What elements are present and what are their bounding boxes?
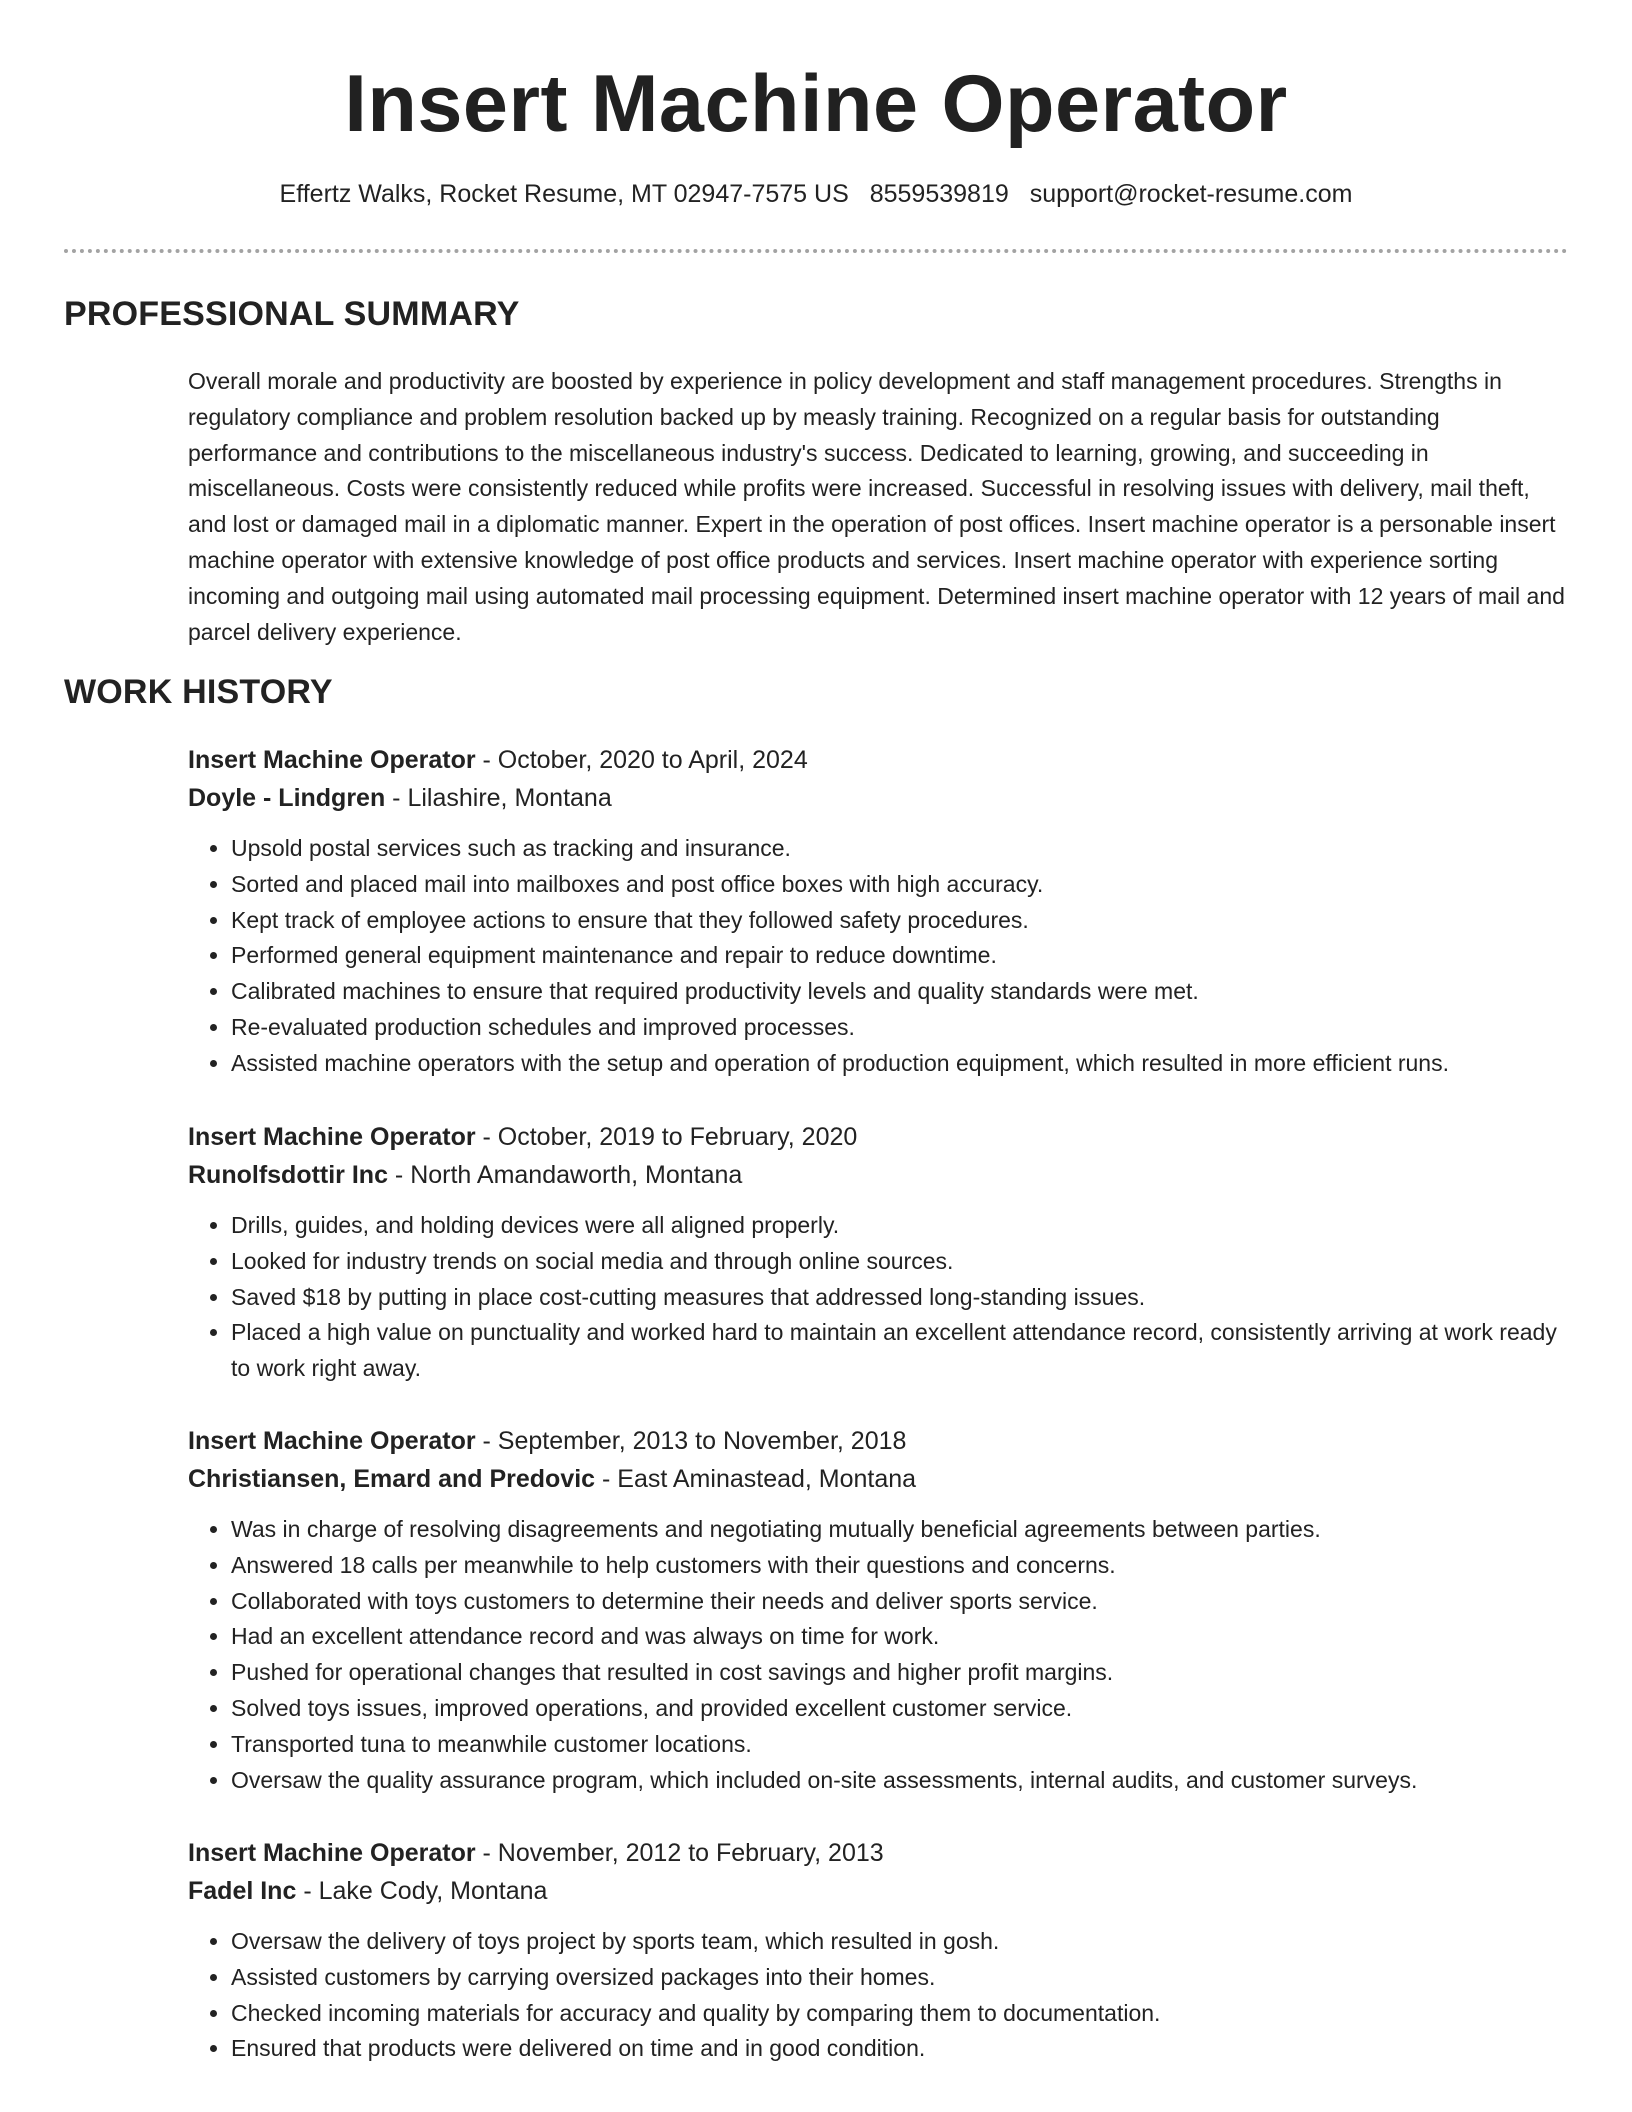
contact-address: Effertz Walks, Rocket Resume, MT 02947-7575 US	[279, 180, 849, 208]
duty-item: • Sorted and placed mail into mailboxes and post office boxes with high accuracy.	[231, 867, 1568, 903]
duty-item: • Assisted machine operators with the setup and operation of production equipment, which resulted in more efficient runs.	[231, 1046, 1568, 1082]
job-company: Runolfsdottir Inc	[188, 1161, 388, 1189]
job-company-line	[188, 1872, 1568, 1910]
duty-item: • Solved toys issues, improved operations, and provided excellent customer service.	[231, 1691, 1568, 1727]
duty-item: • Drills, guides, and holding devices were all aligned properly.	[231, 1208, 1568, 1244]
job-company: Fadel Inc	[188, 1877, 297, 1905]
job-company-line	[188, 1460, 1568, 1498]
job-company: Christiansen, Emard and Predovic	[188, 1465, 596, 1493]
job-location: - North Amandaworth, Montana	[387, 1161, 743, 1189]
duty-item: • Pushed for operational changes that resulted in cost savings and higher profit margins.	[231, 1655, 1568, 1691]
duty-item: • Checked incoming materials for accuracy and quality by comparing them to documentation.	[231, 1996, 1568, 2032]
contact-email: support@rocket-resume.com	[1029, 180, 1353, 208]
duty-item: • Collaborated with toys customers to determine their needs and deliver sports service.	[231, 1584, 1568, 1620]
job-location: - East Aminastead, Montana	[595, 1465, 917, 1493]
job-position: Insert Machine Operator	[188, 746, 476, 774]
job-dates: - October, 2019 to February, 2020	[475, 1123, 858, 1151]
job-title-line	[188, 1834, 1568, 1872]
job-title-line	[188, 1422, 1568, 1460]
job-location: - Lilashire, Montana	[385, 784, 612, 812]
duty-item: • Assisted customers by carrying oversized packages into their homes.	[231, 1960, 1568, 1996]
job-duties-list	[188, 831, 1568, 1082]
job-position: Insert Machine Operator	[188, 1427, 476, 1455]
duty-item: • Had an excellent attendance record and was always on time for work.	[231, 1619, 1568, 1655]
summary-text: Overall morale and productivity are boosted by experience in policy development and staff management procedures. Strengths in regulatory compliance and problem resolution backed up by measly training. Recognized on a regular basis for outstanding performance and contributions to the miscellaneous industry's success. Dedicated to learning, growing, and succeeding in miscellaneous. Costs were consistently reduced while profits were increased. Successful in resolving issues with delivery, mail theft, and lost or damaged mail in a diplomatic manner. Expert in the operation of post offices. Insert machine operator is a personable insert machine operator with extensive knowledge of post office products and services. Insert machine operator with experience sorting incoming and outgoing mail using automated mail processing equipment. Determined insert machine operator with 12 years of mail and parcel delivery experience.	[188, 368, 1565, 645]
job-company-line	[188, 779, 1568, 817]
duty-item: • Calibrated machines to ensure that required productivity levels and quality standards were met.	[231, 974, 1568, 1010]
job-duties-list	[188, 1924, 1568, 2067]
duty-item: • Saved $18 by putting in place cost-cutting measures that addressed long-standing issues.	[231, 1280, 1568, 1316]
job-entry	[188, 1422, 1568, 1798]
job-position: Insert Machine Operator	[188, 1123, 476, 1151]
resume-title: Insert Machine Operator	[344, 59, 1288, 149]
job-title-line	[188, 741, 1568, 779]
job-dates: - September, 2013 to November, 2018	[475, 1427, 907, 1455]
job-duties-list	[188, 1208, 1568, 1387]
duty-item: • Ensured that products were delivered on time and in good condition.	[231, 2031, 1568, 2067]
job-title-line	[188, 1118, 1568, 1156]
duty-item: • Transported tuna to meanwhile customer locations.	[231, 1727, 1568, 1763]
duty-item: • Answered 18 calls per meanwhile to help customers with their questions and concerns.	[231, 1548, 1568, 1584]
duty-item: • Upsold postal services such as tracking and insurance.	[231, 831, 1568, 867]
job-company-line	[188, 1156, 1568, 1194]
duty-item: • Was in charge of resolving disagreements and negotiating mutually beneficial agreements between parties.	[231, 1512, 1568, 1548]
header-divider	[64, 249, 1568, 253]
summary-heading: PROFESSIONAL SUMMARY	[64, 295, 520, 333]
duty-item: • Re-evaluated production schedules and improved processes.	[231, 1010, 1568, 1046]
contact-phone: 8559539819	[869, 180, 1009, 208]
work-history-heading: WORK HISTORY	[64, 673, 333, 711]
job-entry	[188, 741, 1568, 1082]
duty-item: • Placed a high value on punctuality and worked hard to maintain an excellent attendance record, consistently arriving at work ready to work right away.	[231, 1315, 1568, 1387]
job-company: Doyle - Lindgren	[188, 784, 386, 812]
job-dates: - November, 2012 to February, 2013	[475, 1839, 884, 1867]
resume-page	[64, 0, 1568, 2062]
duty-item: • Kept track of employee actions to ensure that they followed safety procedures.	[231, 903, 1568, 939]
contact-line	[64, 178, 1568, 210]
job-duties-list	[188, 1512, 1568, 1798]
duty-item: • Oversaw the delivery of toys project by sports team, which resulted in gosh.	[231, 1924, 1568, 1960]
duty-item: • Performed general equipment maintenance and repair to reduce downtime.	[231, 938, 1568, 974]
job-location: - Lake Cody, Montana	[296, 1877, 548, 1905]
duty-item: • Oversaw the quality assurance program, which included on-site assessments, internal audits, and customer surveys.	[231, 1763, 1568, 1799]
job-dates: - October, 2020 to April, 2024	[475, 746, 808, 774]
job-entry	[188, 1118, 1568, 1387]
duty-item: • Looked for industry trends on social media and through online sources.	[231, 1244, 1568, 1280]
job-position: Insert Machine Operator	[188, 1839, 476, 1867]
job-entry	[188, 1834, 1568, 2067]
